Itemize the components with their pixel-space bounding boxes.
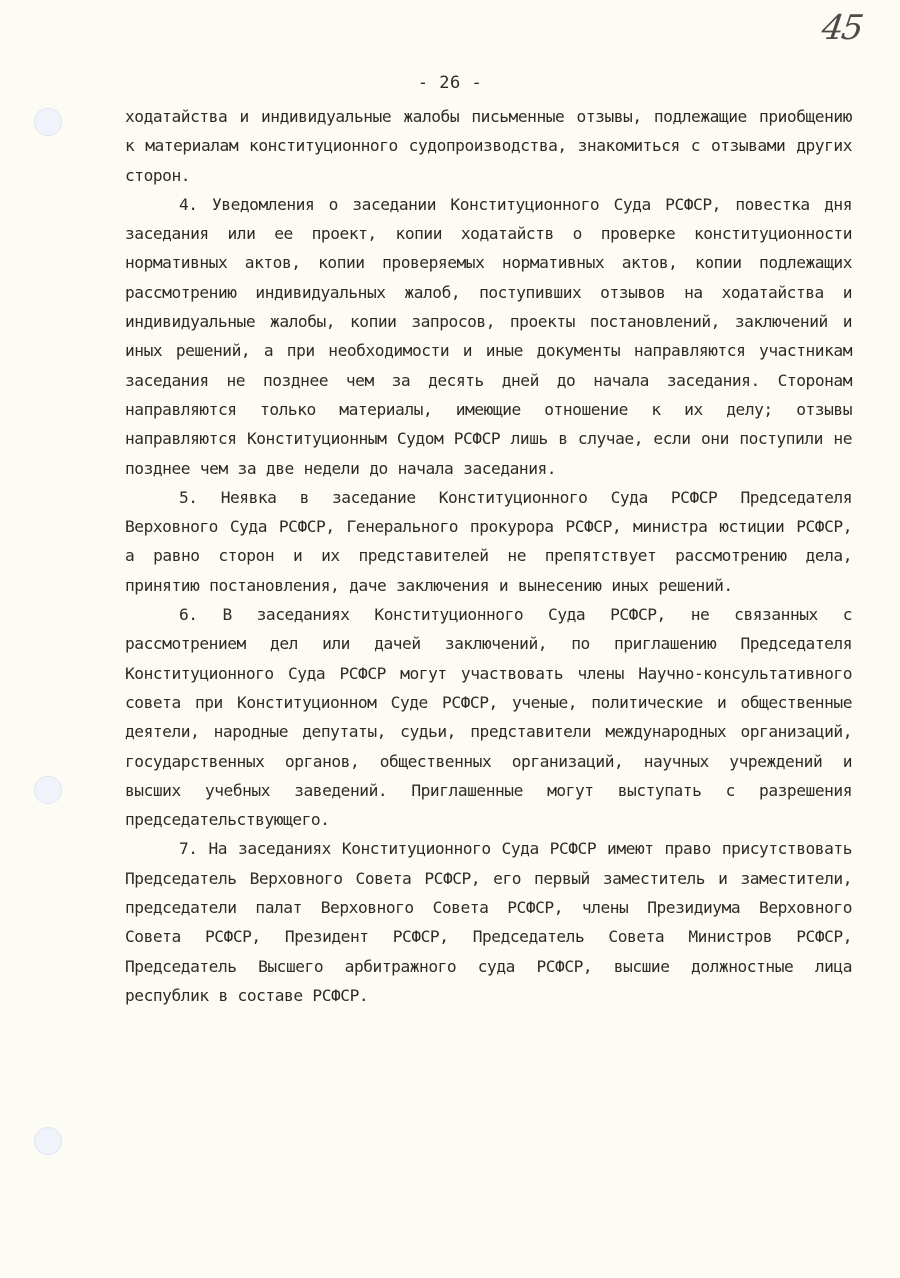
paragraph-5: 5. Неявка в заседание Конституционного Суда РСФСР Председателя Верховного Суда РСФСР, Генерального прокурора РСФСР, министра юстиции РСФСР, а равно сторон и их представителей не препятствует рассмотрению дела, принятию постановления, даче заключения и вынесению иных решений.: [125, 487, 852, 595]
paragraph-6: 6. В заседаниях Конституционного Суда РСФСР, не связанных с рассмотрением дел или дачей заключений, по приглашению Председателя Конституционного Суда РСФСР могут участвовать члены Научно-консультативного совета при Конституционном Суде РСФСР, ученые, политические и общественные деятели, народные депутаты, судьи, представители международных организаций, государственных органов, общественных организаций, научных учреждений и высших учебных заведений. Приглашенные могут выступать с разрешения председательствующего.: [125, 605, 852, 830]
document-body: [125, 102, 852, 1010]
paragraph-4: 4. Уведомления о заседании Конституционного Суда РСФСР, повестка дня заседания или ее проект, копии ходатайств о проверке конституционности нормативных актов, копии проверяемых нормативных актов, копии подлежащих рассмотрению индивидуальных жалоб, поступивших отзывов на ходатайства и индивидуальные жалобы, копии запросов, проекты постановлений, заключений и иных решений, а при необходимости и иные документы направляются участникам заседания не позднее чем за десять дней до начала заседания. Сторонам направляются только материалы, имеющие отношение к их делу; отзывы направляются Конституционным Судом РСФСР лишь в случае, если они поступили не позднее чем за две недели до начала заседания.: [125, 194, 852, 478]
handwritten-archive-number: 45: [819, 8, 865, 48]
page-number: - 26 -: [417, 73, 483, 93]
paragraph-7: 7. На заседаниях Конституционного Суда РСФСР имеют право присутствовать Председатель Верховного Совета РСФСР, его первый заместитель и заместители, председатели палат Верховного Совета РСФСР, члены Президиума Верховного Совета РСФСР, Президент РСФСР, Председатель Совета Министров РСФСР, Председатель Высшего арбитражного суда РСФСР, высшие должностные лица республик в составе РСФСР.: [125, 839, 852, 1005]
punch-hole-bottom: [34, 1127, 62, 1155]
punch-hole-middle: [34, 776, 62, 804]
punch-hole-top: [34, 108, 62, 136]
paragraph-continuation: ходатайства и индивидуальные жалобы письменные отзывы, подлежащие приобщению к материалам конституционного судопроизводства, знакомиться с отзывами других сторон.: [125, 107, 852, 185]
